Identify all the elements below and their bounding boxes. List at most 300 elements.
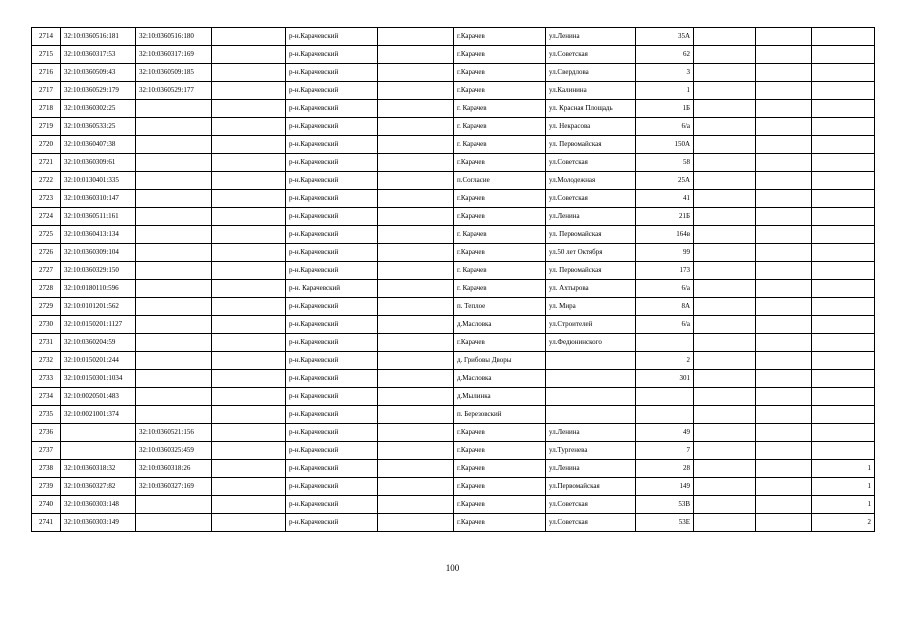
district-cell: р-н.Карачевский bbox=[286, 514, 378, 532]
empty-cell bbox=[212, 136, 286, 154]
empty-cell bbox=[694, 406, 756, 424]
related-cadastral-cell: 32:10:0360317:169 bbox=[136, 46, 212, 64]
district-cell: р-н.Карачевский bbox=[286, 406, 378, 424]
district-cell: р-н.Карачевский bbox=[286, 352, 378, 370]
locality-cell: г.Карачев bbox=[454, 334, 546, 352]
table-row bbox=[32, 370, 875, 388]
house-number-cell: 6/а bbox=[636, 280, 694, 298]
empty-cell bbox=[756, 172, 812, 190]
empty-cell bbox=[694, 64, 756, 82]
table-row bbox=[32, 244, 875, 262]
empty-cell bbox=[756, 136, 812, 154]
street-cell: ул.Ленина bbox=[546, 208, 636, 226]
empty-cell bbox=[694, 280, 756, 298]
value-cell bbox=[812, 244, 875, 262]
empty-cell bbox=[378, 370, 454, 388]
house-number-cell: 99 bbox=[636, 244, 694, 262]
empty-cell bbox=[212, 406, 286, 424]
house-number-cell: 301 bbox=[636, 370, 694, 388]
row-number-cell: 2723 bbox=[32, 190, 61, 208]
table-row bbox=[32, 64, 875, 82]
empty-cell bbox=[694, 136, 756, 154]
table-row bbox=[32, 100, 875, 118]
locality-cell: г. Карачев bbox=[454, 280, 546, 298]
table-row bbox=[32, 442, 875, 460]
related-cadastral-cell: 32:10:0360327:169 bbox=[136, 478, 212, 496]
district-cell: р-н.Карачевский bbox=[286, 370, 378, 388]
cadastral-number-cell: 32:10:0150201:244 bbox=[61, 352, 136, 370]
locality-cell: г.Карачев bbox=[454, 514, 546, 532]
district-cell: р-н.Карачевский bbox=[286, 28, 378, 46]
empty-cell bbox=[212, 442, 286, 460]
house-number-cell: 62 bbox=[636, 46, 694, 64]
empty-cell bbox=[694, 244, 756, 262]
empty-cell bbox=[694, 388, 756, 406]
house-number-cell: 49 bbox=[636, 424, 694, 442]
row-number-cell: 2726 bbox=[32, 244, 61, 262]
row-number-cell: 2735 bbox=[32, 406, 61, 424]
street-cell: ул.Советская bbox=[546, 190, 636, 208]
related-cadastral-cell bbox=[136, 154, 212, 172]
empty-cell bbox=[756, 208, 812, 226]
related-cadastral-cell bbox=[136, 262, 212, 280]
house-number-cell: 25А bbox=[636, 172, 694, 190]
cadastral-number-cell: 32:10:0021001:374 bbox=[61, 406, 136, 424]
empty-cell bbox=[694, 226, 756, 244]
row-number-cell: 2721 bbox=[32, 154, 61, 172]
district-cell: р-н.Карачевский bbox=[286, 298, 378, 316]
house-number-cell: 1Б bbox=[636, 100, 694, 118]
registry-table bbox=[31, 27, 875, 532]
empty-cell bbox=[378, 64, 454, 82]
street-cell: ул.Первомайская bbox=[546, 478, 636, 496]
locality-cell: п. Теплое bbox=[454, 298, 546, 316]
empty-cell bbox=[694, 460, 756, 478]
related-cadastral-cell: 32:10:0360516:180 bbox=[136, 28, 212, 46]
empty-cell bbox=[378, 244, 454, 262]
empty-cell bbox=[694, 28, 756, 46]
house-number-cell: 41 bbox=[636, 190, 694, 208]
empty-cell bbox=[212, 64, 286, 82]
district-cell: р-н.Карачевский bbox=[286, 478, 378, 496]
cadastral-number-cell bbox=[61, 442, 136, 460]
table-row bbox=[32, 352, 875, 370]
district-cell: р-н.Карачевский bbox=[286, 244, 378, 262]
empty-cell bbox=[756, 244, 812, 262]
empty-cell bbox=[378, 208, 454, 226]
locality-cell: д.Масловка bbox=[454, 370, 546, 388]
row-number-cell: 2733 bbox=[32, 370, 61, 388]
value-cell: 1 bbox=[812, 496, 875, 514]
district-cell: р-н.Карачевский bbox=[286, 136, 378, 154]
related-cadastral-cell bbox=[136, 136, 212, 154]
empty-cell bbox=[694, 424, 756, 442]
table-body bbox=[32, 28, 875, 532]
street-cell: ул.Тургенева bbox=[546, 442, 636, 460]
related-cadastral-cell: 32:10:0360529:177 bbox=[136, 82, 212, 100]
related-cadastral-cell bbox=[136, 406, 212, 424]
empty-cell bbox=[756, 496, 812, 514]
locality-cell: г. Карачев bbox=[454, 226, 546, 244]
value-cell bbox=[812, 352, 875, 370]
table-row bbox=[32, 406, 875, 424]
street-cell: ул. Первомайская bbox=[546, 136, 636, 154]
cadastral-number-cell: 32:10:0101201:562 bbox=[61, 298, 136, 316]
related-cadastral-cell: 32:10:0360521:156 bbox=[136, 424, 212, 442]
empty-cell bbox=[212, 190, 286, 208]
empty-cell bbox=[694, 172, 756, 190]
street-cell bbox=[546, 352, 636, 370]
table-row bbox=[32, 136, 875, 154]
empty-cell bbox=[212, 172, 286, 190]
empty-cell bbox=[694, 442, 756, 460]
empty-cell bbox=[212, 388, 286, 406]
row-number-cell: 2741 bbox=[32, 514, 61, 532]
cadastral-number-cell: 32:10:0150301:1034 bbox=[61, 370, 136, 388]
empty-cell bbox=[378, 100, 454, 118]
cadastral-number-cell: 32:10:0360309:61 bbox=[61, 154, 136, 172]
empty-cell bbox=[756, 442, 812, 460]
empty-cell bbox=[378, 388, 454, 406]
empty-cell bbox=[212, 298, 286, 316]
locality-cell: г.Карачев bbox=[454, 28, 546, 46]
related-cadastral-cell bbox=[136, 280, 212, 298]
value-cell bbox=[812, 190, 875, 208]
house-number-cell bbox=[636, 406, 694, 424]
related-cadastral-cell bbox=[136, 334, 212, 352]
empty-cell bbox=[756, 460, 812, 478]
row-number-cell: 2716 bbox=[32, 64, 61, 82]
value-cell bbox=[812, 262, 875, 280]
empty-cell bbox=[212, 244, 286, 262]
value-cell: 1 bbox=[812, 460, 875, 478]
empty-cell bbox=[378, 172, 454, 190]
cadastral-number-cell: 32:10:0360407:38 bbox=[61, 136, 136, 154]
empty-cell bbox=[378, 118, 454, 136]
empty-cell bbox=[756, 298, 812, 316]
value-cell bbox=[812, 28, 875, 46]
related-cadastral-cell bbox=[136, 172, 212, 190]
locality-cell: г. Карачев bbox=[454, 100, 546, 118]
table-row bbox=[32, 424, 875, 442]
locality-cell: г. Карачев bbox=[454, 136, 546, 154]
cadastral-number-cell: 32:10:0360329:150 bbox=[61, 262, 136, 280]
empty-cell bbox=[756, 64, 812, 82]
house-number-cell: 8А bbox=[636, 298, 694, 316]
house-number-cell: 1 bbox=[636, 82, 694, 100]
empty-cell bbox=[694, 370, 756, 388]
empty-cell bbox=[694, 190, 756, 208]
empty-cell bbox=[756, 334, 812, 352]
related-cadastral-cell bbox=[136, 352, 212, 370]
empty-cell bbox=[212, 514, 286, 532]
house-number-cell: 53Е bbox=[636, 514, 694, 532]
empty-cell bbox=[694, 478, 756, 496]
district-cell: р-н.Карачевский bbox=[286, 154, 378, 172]
cadastral-number-cell: 32:10:0360303:149 bbox=[61, 514, 136, 532]
house-number-cell: 7 bbox=[636, 442, 694, 460]
empty-cell bbox=[694, 208, 756, 226]
district-cell: р-н.Карачевский bbox=[286, 82, 378, 100]
empty-cell bbox=[212, 424, 286, 442]
cadastral-number-cell: 32:10:0180110:596 bbox=[61, 280, 136, 298]
empty-cell bbox=[694, 100, 756, 118]
empty-cell bbox=[378, 280, 454, 298]
value-cell bbox=[812, 424, 875, 442]
empty-cell bbox=[378, 298, 454, 316]
cadastral-number-cell: 32:10:0360310:147 bbox=[61, 190, 136, 208]
empty-cell bbox=[212, 370, 286, 388]
row-number-cell: 2738 bbox=[32, 460, 61, 478]
district-cell: р-н Карачевский bbox=[286, 388, 378, 406]
empty-cell bbox=[212, 460, 286, 478]
table-row bbox=[32, 388, 875, 406]
table-row bbox=[32, 478, 875, 496]
empty-cell bbox=[756, 406, 812, 424]
district-cell: р-н. Карачевский bbox=[286, 280, 378, 298]
row-number-cell: 2722 bbox=[32, 172, 61, 190]
row-number-cell: 2724 bbox=[32, 208, 61, 226]
empty-cell bbox=[212, 154, 286, 172]
empty-cell bbox=[212, 334, 286, 352]
house-number-cell: 58 bbox=[636, 154, 694, 172]
empty-cell bbox=[756, 154, 812, 172]
house-number-cell: 3 bbox=[636, 64, 694, 82]
row-number-cell: 2727 bbox=[32, 262, 61, 280]
district-cell: р-н.Карачевский bbox=[286, 424, 378, 442]
cadastral-number-cell: 32:10:0360204:59 bbox=[61, 334, 136, 352]
row-number-cell: 2715 bbox=[32, 46, 61, 64]
district-cell: р-н.Карачевский bbox=[286, 496, 378, 514]
related-cadastral-cell: 32:10:0360325:459 bbox=[136, 442, 212, 460]
row-number-cell: 2740 bbox=[32, 496, 61, 514]
empty-cell bbox=[378, 352, 454, 370]
related-cadastral-cell bbox=[136, 316, 212, 334]
district-cell: р-н.Карачевский bbox=[286, 190, 378, 208]
empty-cell bbox=[212, 262, 286, 280]
related-cadastral-cell bbox=[136, 226, 212, 244]
district-cell: р-н.Карачевский bbox=[286, 262, 378, 280]
empty-cell bbox=[378, 460, 454, 478]
table-row bbox=[32, 226, 875, 244]
street-cell: ул.Советская bbox=[546, 514, 636, 532]
empty-cell bbox=[378, 190, 454, 208]
street-cell: ул.Свердлова bbox=[546, 64, 636, 82]
value-cell bbox=[812, 370, 875, 388]
value-cell bbox=[812, 46, 875, 64]
cadastral-number-cell: 32:10:0360529:179 bbox=[61, 82, 136, 100]
locality-cell: г.Карачев bbox=[454, 478, 546, 496]
value-cell bbox=[812, 64, 875, 82]
table-row bbox=[32, 298, 875, 316]
empty-cell bbox=[378, 496, 454, 514]
related-cadastral-cell bbox=[136, 244, 212, 262]
house-number-cell: 2 bbox=[636, 352, 694, 370]
empty-cell bbox=[756, 100, 812, 118]
empty-cell bbox=[378, 424, 454, 442]
cadastral-number-cell: 32:10:0360303:148 bbox=[61, 496, 136, 514]
empty-cell bbox=[212, 28, 286, 46]
value-cell bbox=[812, 388, 875, 406]
row-number-cell: 2714 bbox=[32, 28, 61, 46]
empty-cell bbox=[378, 28, 454, 46]
value-cell bbox=[812, 136, 875, 154]
street-cell bbox=[546, 370, 636, 388]
value-cell bbox=[812, 100, 875, 118]
table-row bbox=[32, 82, 875, 100]
value-cell bbox=[812, 406, 875, 424]
house-number-cell bbox=[636, 334, 694, 352]
table-row bbox=[32, 316, 875, 334]
table-row bbox=[32, 334, 875, 352]
value-cell bbox=[812, 298, 875, 316]
row-number-cell: 2739 bbox=[32, 478, 61, 496]
locality-cell: г.Карачев bbox=[454, 460, 546, 478]
empty-cell bbox=[378, 136, 454, 154]
empty-cell bbox=[756, 190, 812, 208]
district-cell: р-н.Карачевский bbox=[286, 442, 378, 460]
empty-cell bbox=[694, 352, 756, 370]
empty-cell bbox=[756, 478, 812, 496]
empty-cell bbox=[694, 118, 756, 136]
locality-cell: г.Карачев bbox=[454, 442, 546, 460]
value-cell bbox=[812, 118, 875, 136]
table-row bbox=[32, 46, 875, 64]
district-cell: р-н.Карачевский bbox=[286, 208, 378, 226]
street-cell: ул. Красная Площадь bbox=[546, 100, 636, 118]
empty-cell bbox=[756, 82, 812, 100]
district-cell: р-н.Карачевский bbox=[286, 172, 378, 190]
cadastral-number-cell: 32:10:0150201:1127 bbox=[61, 316, 136, 334]
locality-cell: д.Мылинка bbox=[454, 388, 546, 406]
street-cell: ул.Строителей bbox=[546, 316, 636, 334]
house-number-cell bbox=[636, 388, 694, 406]
empty-cell bbox=[756, 46, 812, 64]
value-cell bbox=[812, 82, 875, 100]
row-number-cell: 2717 bbox=[32, 82, 61, 100]
empty-cell bbox=[378, 514, 454, 532]
empty-cell bbox=[694, 46, 756, 64]
empty-cell bbox=[756, 514, 812, 532]
empty-cell bbox=[212, 46, 286, 64]
row-number-cell: 2719 bbox=[32, 118, 61, 136]
empty-cell bbox=[378, 406, 454, 424]
street-cell: ул.Калинина bbox=[546, 82, 636, 100]
locality-cell: п.Согласие bbox=[454, 172, 546, 190]
empty-cell bbox=[694, 514, 756, 532]
related-cadastral-cell bbox=[136, 208, 212, 226]
street-cell bbox=[546, 388, 636, 406]
empty-cell bbox=[756, 370, 812, 388]
related-cadastral-cell bbox=[136, 514, 212, 532]
street-cell: ул.Советская bbox=[546, 496, 636, 514]
cadastral-number-cell: 32:10:0360327:82 bbox=[61, 478, 136, 496]
street-cell: ул. Первомайская bbox=[546, 262, 636, 280]
related-cadastral-cell bbox=[136, 370, 212, 388]
value-cell bbox=[812, 334, 875, 352]
empty-cell bbox=[378, 46, 454, 64]
street-cell: ул. Первомайская bbox=[546, 226, 636, 244]
district-cell: р-н.Карачевский bbox=[286, 100, 378, 118]
empty-cell bbox=[756, 316, 812, 334]
cadastral-number-cell bbox=[61, 424, 136, 442]
cadastral-number-cell: 32:10:0020501:483 bbox=[61, 388, 136, 406]
empty-cell bbox=[212, 208, 286, 226]
empty-cell bbox=[212, 316, 286, 334]
empty-cell bbox=[212, 496, 286, 514]
row-number-cell: 2731 bbox=[32, 334, 61, 352]
value-cell bbox=[812, 208, 875, 226]
street-cell: ул. Некрасова bbox=[546, 118, 636, 136]
cadastral-number-cell: 32:10:0360533:25 bbox=[61, 118, 136, 136]
locality-cell: г. Карачев bbox=[454, 118, 546, 136]
table-row bbox=[32, 262, 875, 280]
empty-cell bbox=[694, 316, 756, 334]
related-cadastral-cell bbox=[136, 298, 212, 316]
street-cell: ул.Советская bbox=[546, 46, 636, 64]
row-number-cell: 2728 bbox=[32, 280, 61, 298]
empty-cell bbox=[212, 280, 286, 298]
row-number-cell: 2730 bbox=[32, 316, 61, 334]
street-cell: ул.Советская bbox=[546, 154, 636, 172]
empty-cell bbox=[694, 334, 756, 352]
empty-cell bbox=[694, 496, 756, 514]
empty-cell bbox=[756, 424, 812, 442]
empty-cell bbox=[756, 226, 812, 244]
empty-cell bbox=[212, 226, 286, 244]
empty-cell bbox=[756, 28, 812, 46]
locality-cell: г.Карачев bbox=[454, 190, 546, 208]
street-cell: ул.Федюнинского bbox=[546, 334, 636, 352]
house-number-cell: 150А bbox=[636, 136, 694, 154]
locality-cell: г.Карачев bbox=[454, 82, 546, 100]
row-number-cell: 2732 bbox=[32, 352, 61, 370]
empty-cell bbox=[694, 154, 756, 172]
cadastral-number-cell: 32:10:0130401:335 bbox=[61, 172, 136, 190]
locality-cell: г.Карачев bbox=[454, 244, 546, 262]
row-number-cell: 2729 bbox=[32, 298, 61, 316]
street-cell: ул.Ленина bbox=[546, 424, 636, 442]
empty-cell bbox=[378, 316, 454, 334]
empty-cell bbox=[378, 262, 454, 280]
cadastral-number-cell: 32:10:0360302:25 bbox=[61, 100, 136, 118]
locality-cell: г.Карачев bbox=[454, 208, 546, 226]
table-row bbox=[32, 280, 875, 298]
table-row bbox=[32, 460, 875, 478]
house-number-cell: 164в bbox=[636, 226, 694, 244]
row-number-cell: 2718 bbox=[32, 100, 61, 118]
value-cell bbox=[812, 226, 875, 244]
locality-cell: г.Карачев bbox=[454, 424, 546, 442]
table-row bbox=[32, 496, 875, 514]
house-number-cell: 6/а bbox=[636, 118, 694, 136]
related-cadastral-cell bbox=[136, 496, 212, 514]
related-cadastral-cell bbox=[136, 388, 212, 406]
locality-cell: г.Карачев bbox=[454, 46, 546, 64]
empty-cell bbox=[212, 478, 286, 496]
empty-cell bbox=[756, 280, 812, 298]
empty-cell bbox=[378, 478, 454, 496]
locality-cell: д.Масловка bbox=[454, 316, 546, 334]
cadastral-number-cell: 32:10:0360309:104 bbox=[61, 244, 136, 262]
empty-cell bbox=[756, 388, 812, 406]
empty-cell bbox=[378, 82, 454, 100]
street-cell: ул.Молодежная bbox=[546, 172, 636, 190]
district-cell: р-н.Карачевский bbox=[286, 316, 378, 334]
locality-cell: д. Грибовы Дворы bbox=[454, 352, 546, 370]
empty-cell bbox=[378, 226, 454, 244]
page-number: 100 bbox=[445, 563, 460, 573]
